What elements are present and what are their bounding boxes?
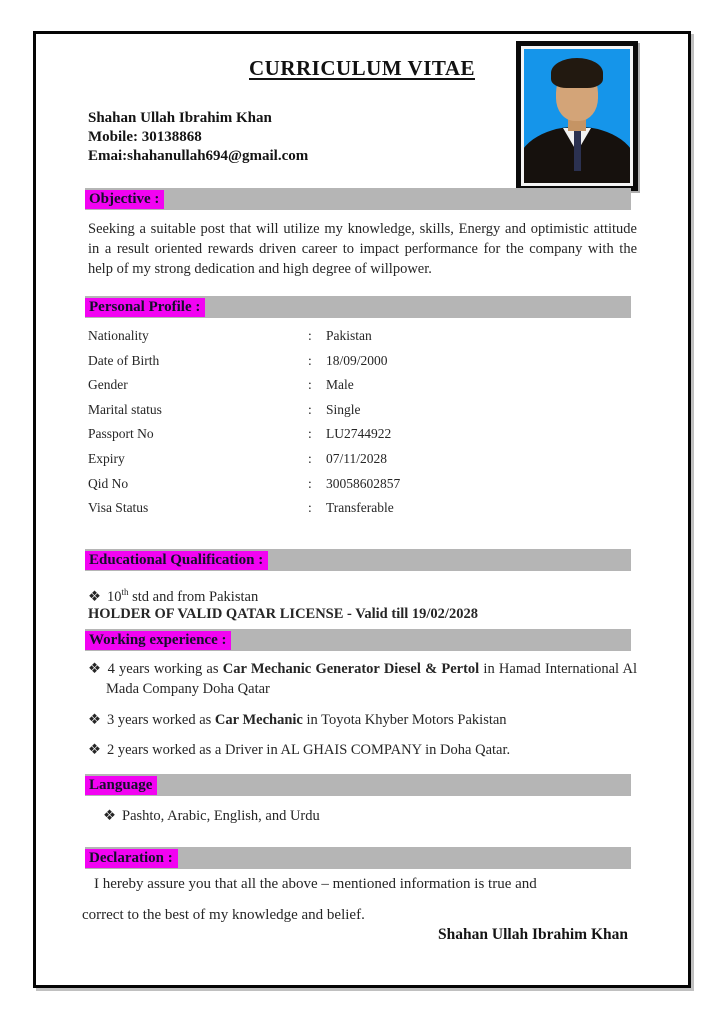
row-colon: : bbox=[308, 401, 312, 417]
row-label: Qid No bbox=[88, 475, 129, 491]
email-line: Emai:shahanullah694@gmail.com bbox=[88, 148, 309, 164]
experience-role: Car Mechanic bbox=[214, 711, 303, 728]
section-bar-experience bbox=[85, 629, 631, 651]
education-item bbox=[88, 583, 655, 608]
experience-post: in Hamad International Al Mada Company Doha Qatar bbox=[106, 661, 637, 697]
section-bar-objective bbox=[85, 188, 631, 210]
personal-profile-heading: Personal Profile : bbox=[85, 298, 205, 317]
page-title-text: CURRICULUM VITAE bbox=[249, 56, 475, 80]
photo-hair-shape bbox=[551, 58, 603, 88]
row-colon: : bbox=[308, 450, 312, 466]
candidate-name: Shahan Ullah Ibrahim Khan bbox=[88, 110, 272, 126]
experience-heading: Working experience : bbox=[85, 631, 231, 650]
section-bar-education bbox=[85, 549, 631, 571]
row-colon: : bbox=[308, 475, 312, 491]
experience-pre: 2 years worked as a Driver in AL GHAIS COMPANY in Doha Qatar. bbox=[107, 742, 511, 759]
table-row bbox=[88, 402, 637, 427]
experience-list bbox=[88, 660, 637, 772]
diamond-bullet-icon: ❖ bbox=[88, 711, 101, 728]
row-value: LU2744922 bbox=[326, 426, 392, 442]
table-row bbox=[88, 500, 637, 525]
table-row bbox=[88, 476, 637, 501]
row-value: Transferable bbox=[326, 500, 394, 516]
row-colon: : bbox=[308, 328, 312, 343]
education-degree-num: 10 bbox=[107, 588, 122, 605]
license-line: HOLDER OF VALID QATAR LICENSE - Valid till 19/02/2028 bbox=[88, 606, 478, 622]
row-label: Date of Birth bbox=[88, 352, 160, 368]
photo-tie-shape bbox=[574, 129, 581, 171]
row-colon: : bbox=[308, 426, 312, 442]
declaration-line2: correct to the best of my knowledge and belief. bbox=[82, 906, 365, 923]
row-value: 18/09/2000 bbox=[326, 352, 388, 368]
row-value: Pakistan bbox=[326, 328, 372, 343]
language-item bbox=[103, 807, 670, 827]
diamond-bullet-icon: ❖ bbox=[88, 742, 101, 759]
table-row bbox=[88, 328, 637, 353]
section-bar-personal-profile bbox=[85, 296, 631, 318]
table-row bbox=[88, 451, 637, 476]
section-bar-language bbox=[85, 774, 631, 796]
row-label: Expiry bbox=[88, 450, 125, 466]
language-list-text: Pashto, Arabic, English, and Urdu bbox=[122, 808, 320, 824]
list-item bbox=[88, 711, 637, 731]
table-row bbox=[88, 426, 637, 451]
experience-role: Car Mechanic Generator Diesel & Pertol bbox=[222, 661, 480, 677]
row-value: Single bbox=[326, 401, 361, 417]
mobile-line: Mobile: 30138868 bbox=[88, 129, 202, 145]
row-colon: : bbox=[308, 500, 312, 516]
row-label: Visa Status bbox=[88, 500, 149, 516]
contact-block bbox=[88, 109, 308, 166]
table-row bbox=[88, 377, 637, 402]
row-colon: : bbox=[308, 377, 312, 393]
education-heading: Educational Qualification : bbox=[85, 551, 268, 570]
row-colon: : bbox=[308, 352, 312, 368]
table-row bbox=[88, 353, 637, 378]
diamond-bullet-icon: ❖ bbox=[88, 661, 102, 677]
list-item bbox=[88, 741, 637, 761]
row-label: Gender bbox=[88, 377, 128, 393]
row-value: 07/11/2028 bbox=[326, 450, 388, 466]
education-degree-sup: th bbox=[121, 587, 129, 597]
experience-post: in Toyota Khyber Motors Pakistan bbox=[302, 711, 507, 728]
row-value: Male bbox=[326, 377, 354, 393]
education-degree-rest: std and from Pakistan bbox=[128, 588, 259, 605]
declaration-text bbox=[82, 869, 637, 930]
row-value: 30058602857 bbox=[326, 475, 401, 491]
diamond-bullet-icon: ❖ bbox=[88, 588, 101, 605]
row-label: Passport No bbox=[88, 426, 154, 442]
photo-image bbox=[524, 49, 630, 183]
declaration-line1: I hereby assure you that all the above – mentioned information is true and bbox=[94, 876, 537, 892]
declaration-heading: Declaration : bbox=[85, 849, 178, 868]
objective-heading: Objective : bbox=[85, 190, 164, 209]
list-item bbox=[88, 660, 637, 700]
section-bar-declaration bbox=[85, 847, 631, 869]
photo-mat bbox=[521, 46, 633, 186]
row-label: Nationality bbox=[88, 328, 149, 343]
profile-photo bbox=[516, 41, 638, 191]
diamond-bullet-icon: ❖ bbox=[103, 808, 116, 824]
experience-pre: 3 years worked as bbox=[107, 711, 215, 728]
experience-pre: 4 years working as bbox=[107, 661, 223, 677]
signature-name: Shahan Ullah Ibrahim Khan bbox=[438, 926, 628, 943]
row-label: Marital status bbox=[88, 401, 162, 417]
language-heading: Language bbox=[85, 776, 157, 795]
objective-text: Seeking a suitable post that will utilize my knowledge, skills, Energy and optimistic attitude in a result oriented rewards driven career to impact performance for the company with the help of my strong dedication and high degree of willpower. bbox=[88, 221, 637, 277]
personal-profile-table bbox=[88, 328, 637, 525]
